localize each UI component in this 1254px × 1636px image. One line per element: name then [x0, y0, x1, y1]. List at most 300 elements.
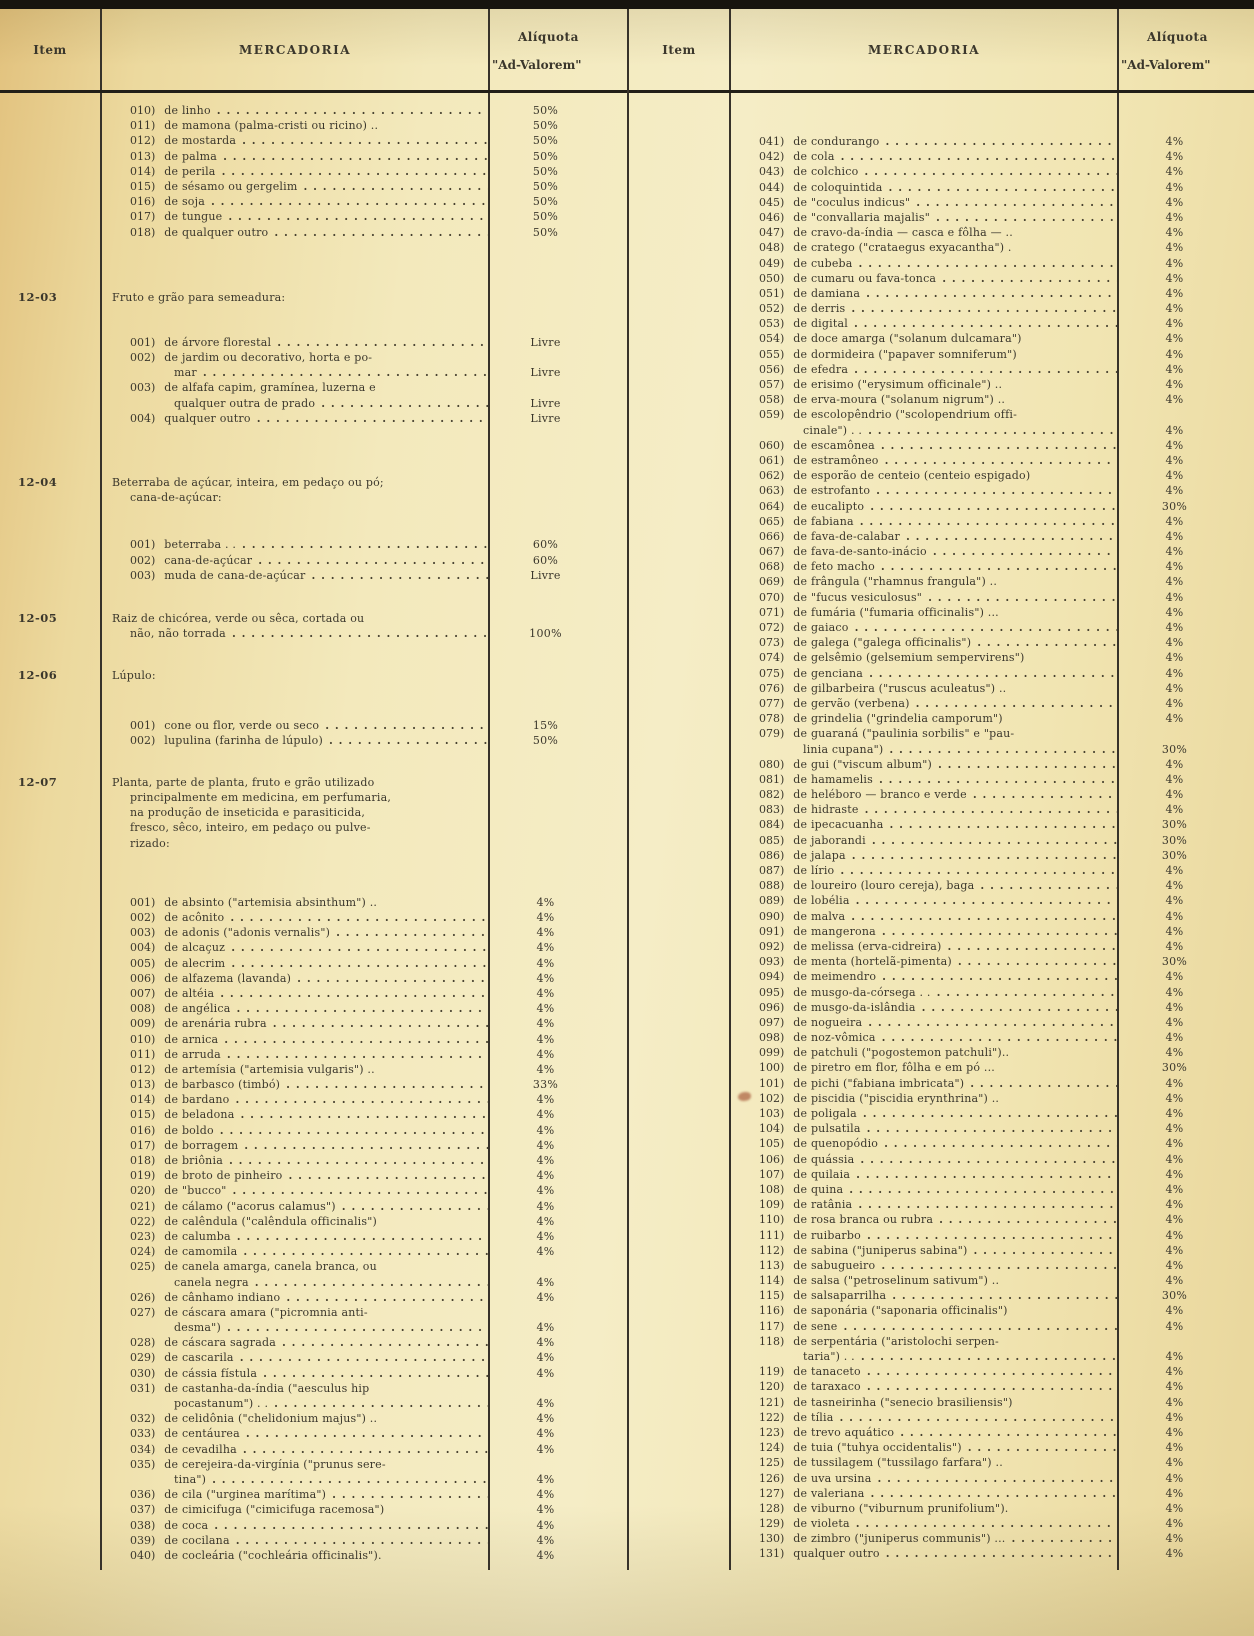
dot-leader: [233, 1183, 488, 1198]
table-row: [0, 1305, 627, 1320]
table-row: [629, 438, 1254, 453]
mercadoria-cell: [729, 650, 1119, 665]
table-row: [629, 1334, 1254, 1349]
dot-leader: [882, 969, 1117, 984]
aliquota-cell: 4%: [1165, 423, 1184, 437]
aliquota-cell: 4%: [1165, 939, 1184, 953]
table-row: [629, 1364, 1254, 1379]
entry-code: 129): [759, 1517, 785, 1531]
entry-text: linia cupana"): [803, 742, 884, 756]
dot-leader: [303, 179, 488, 194]
aliquota-cell: [490, 790, 627, 805]
entry-text: pocastanum") . .: [174, 1397, 269, 1410]
table-row: [0, 1320, 627, 1335]
item-code-cell: [629, 1486, 729, 1501]
entry-text: de cocleária ("cochleária officinalis").: [164, 1548, 382, 1562]
item-code-cell: [0, 350, 100, 365]
dot-leader: [885, 453, 1117, 468]
item-code-cell: [629, 256, 729, 271]
entry-code: 102): [759, 1091, 785, 1105]
item-code-cell: [0, 365, 100, 380]
mercadoria-cell: [729, 635, 1119, 650]
item-code-cell: [629, 301, 729, 316]
entry-text: de jardim ou decorativo, horta e po-: [164, 351, 373, 365]
entry-text: de jalapa: [793, 848, 846, 862]
entry-code: 003): [130, 926, 156, 940]
item-code-cell: [0, 225, 100, 240]
aliquota-cell: 4%: [536, 1290, 555, 1304]
dot-leader: [222, 164, 488, 179]
table-row: [629, 590, 1254, 605]
item-code-cell: [0, 1290, 100, 1305]
table-row: [629, 1395, 1254, 1410]
table-row: [0, 365, 627, 380]
item-code-cell: [0, 103, 100, 118]
table-row: [0, 895, 627, 910]
item-code-cell: [0, 1381, 100, 1396]
entry-code: 081): [759, 772, 785, 786]
entry-code: 029): [130, 1351, 156, 1365]
aliquota-cell: 4%: [1165, 666, 1184, 680]
aliquota-cell: 4%: [536, 986, 555, 1000]
item-code-cell: [0, 805, 100, 820]
table-row: [0, 956, 627, 971]
entry-code: 101): [759, 1076, 785, 1090]
entry-code: 088): [759, 879, 785, 893]
dot-leader: [869, 666, 1117, 681]
entry-text: de fumária ("fumaria officinalis") ...: [793, 605, 999, 619]
entry-text: de noz-vômica: [793, 1031, 876, 1045]
item-code-cell: [0, 1168, 100, 1183]
entry-code: 087): [759, 864, 785, 877]
item-code-cell: [629, 134, 729, 149]
aliquota-cell: 4%: [1165, 1365, 1184, 1379]
dot-leader: [881, 1258, 1117, 1273]
dot-leader: [889, 180, 1117, 195]
mercadoria-cell: [729, 742, 1119, 757]
item-code-cell: [0, 1092, 100, 1107]
entry-text: de mamona (palma-cristi ou ricino) ..: [164, 119, 379, 133]
dot-leader: [242, 537, 488, 552]
item-code-cell: [629, 1091, 729, 1106]
entry-code: 054): [759, 332, 785, 346]
mercadoria-cell: [729, 666, 1119, 681]
aliquota-cell: 4%: [1165, 772, 1184, 786]
item-code-cell: [0, 1487, 100, 1502]
entry-text: de gaiaco: [793, 621, 849, 634]
entry-code: 030): [130, 1366, 156, 1380]
aliquota-cell: 4%: [1165, 864, 1184, 877]
mercadoria-cell: [729, 271, 1119, 286]
entry-code: 022): [130, 1214, 156, 1228]
entry-text: cana-de-açúcar: [164, 553, 253, 567]
dot-leader: [856, 893, 1117, 908]
dot-leader: [240, 1350, 488, 1365]
table-row: [0, 553, 627, 568]
mercadoria-cell: [729, 377, 1119, 392]
header-aliquota-line2: "Ad-Valorem": [492, 57, 582, 72]
entry-code: 110): [759, 1213, 785, 1227]
table-row: [629, 240, 1254, 255]
dot-leader: [855, 620, 1117, 635]
dot-leader: [839, 1410, 1117, 1425]
page-top-edge: [0, 0, 1254, 9]
item-code-cell: [0, 380, 100, 395]
item-code-cell: [0, 940, 100, 955]
entry-code: 111): [759, 1228, 785, 1242]
aliquota-cell: 4%: [1165, 1441, 1184, 1455]
entry-code: 008): [130, 1002, 156, 1016]
item-code-cell: [629, 407, 729, 422]
dot-leader: [861, 1349, 1117, 1364]
entry-code: 031): [130, 1381, 156, 1395]
item-code-cell: [629, 939, 729, 954]
dot-leader: [242, 133, 488, 148]
entry-text: de guaraná ("paulinia sorbilis" e "pau-: [793, 727, 1015, 741]
entry-code: 074): [759, 651, 785, 665]
entry-text: de malva: [793, 909, 846, 923]
dot-leader: [900, 1425, 1117, 1440]
mercadoria-cell: [100, 1487, 490, 1502]
dot-leader: [863, 1106, 1117, 1121]
entry-text: de cáscara amara ("picromnia anti-: [164, 1305, 368, 1319]
entry-text: de "bucco": [164, 1184, 227, 1198]
mercadoria-cell: [729, 1121, 1119, 1136]
item-code-cell: [0, 895, 100, 910]
entry-text: de estrofanto: [793, 484, 871, 498]
table-row: [0, 1001, 627, 1016]
entry-code: 071): [759, 605, 785, 619]
entry-text: de grindelia ("grindelia camporum"): [793, 712, 1003, 726]
entry-text: de barbasco (timbó): [164, 1078, 281, 1092]
table-row: [0, 380, 627, 395]
entry-code: 001): [130, 718, 156, 732]
aliquota-cell: 4%: [1165, 970, 1184, 984]
entry-code: 035): [130, 1457, 156, 1471]
dot-leader: [867, 1121, 1117, 1136]
dot-leader: [841, 149, 1117, 164]
table-row: [0, 1107, 627, 1122]
table-row: [0, 1214, 627, 1229]
entry-code: 075): [759, 666, 785, 680]
dot-leader: [229, 1153, 488, 1168]
table-row: [629, 985, 1254, 1000]
table-row: [0, 1290, 627, 1305]
entry-text: de melissa (erva-cidreira): [793, 939, 942, 953]
aliquota-cell: [490, 668, 627, 683]
entry-code: 122): [759, 1410, 785, 1424]
entry-code: 092): [759, 939, 785, 953]
aliquota-cell: 4%: [1165, 1547, 1184, 1561]
entry-text: de quenopódio: [793, 1137, 879, 1151]
entry-text: de menta (hortelã-pimenta): [793, 955, 952, 969]
entry-text: de soja: [164, 195, 205, 209]
aliquota-cell: [490, 805, 627, 820]
item-code-cell: [0, 1442, 100, 1457]
table-row: [629, 635, 1254, 650]
dot-leader: [844, 1319, 1118, 1334]
entry-text: de beladona: [164, 1108, 235, 1122]
entry-text: de dormideira ("papaver somniferum"): [793, 347, 1017, 361]
entry-code: 024): [130, 1245, 156, 1259]
item-code-cell: [629, 833, 729, 848]
table-row: [0, 179, 627, 194]
entry-code: 056): [759, 362, 785, 376]
dot-leader: [286, 1077, 488, 1092]
aliquota-cell: 4%: [1165, 256, 1184, 270]
entry-code: 015): [130, 179, 156, 193]
entry-code: 017): [130, 210, 156, 224]
aliquota-cell: [490, 611, 627, 626]
aliquota-cell: 50%: [532, 733, 559, 747]
table-row: [0, 718, 627, 733]
item-code-cell: [629, 1136, 729, 1151]
dot-leader: [854, 362, 1117, 377]
mercadoria-cell: [729, 149, 1119, 164]
entry-text: Lúpulo:: [112, 669, 156, 683]
entry-code: 042): [759, 150, 785, 164]
entry-text: fresco, sêco, inteiro, em pedaço ou pulve-: [130, 821, 371, 835]
aliquota-cell: 4%: [536, 1412, 555, 1426]
entry-text: de pichi ("fabiana imbricata"): [793, 1076, 965, 1090]
table-row: [629, 377, 1254, 392]
mercadoria-cell: [100, 940, 490, 955]
aliquota-cell: 4%: [1165, 453, 1184, 467]
entry-text: de canela amarga, canela branca, ou: [164, 1260, 377, 1274]
table-row: [629, 1273, 1254, 1288]
entry-text: de viburno ("viburnum prunifolium").: [793, 1501, 1009, 1515]
header-aliquota-line2: "Ad-Valorem": [1121, 57, 1211, 72]
entry-code: 028): [130, 1336, 156, 1350]
table-row: [629, 468, 1254, 483]
tariff-section: [0, 103, 627, 240]
aliquota-cell: Livre: [530, 568, 561, 582]
dot-leader: [866, 286, 1117, 301]
aliquota-cell: 30%: [1161, 848, 1188, 862]
dot-leader: [939, 1212, 1117, 1227]
entry-code: 034): [130, 1442, 156, 1456]
entry-text: de cáscara sagrada: [164, 1336, 277, 1350]
table-row: [629, 574, 1254, 589]
entry-code: 094): [759, 970, 785, 984]
entry-code: 084): [759, 818, 785, 832]
mercadoria-cell: [100, 335, 490, 350]
entry-text: de alecrim: [164, 956, 226, 970]
item-code-cell: [629, 1076, 729, 1091]
item-code-cell: [629, 969, 729, 984]
item-code-cell: [629, 620, 729, 635]
table-row: [0, 1502, 627, 1517]
aliquota-cell: 4%: [1165, 803, 1184, 817]
aliquota-cell: 4%: [1165, 1213, 1184, 1227]
item-code-cell: [0, 1153, 100, 1168]
item-code-cell: [0, 1305, 100, 1320]
table-row: [0, 1275, 627, 1290]
entry-code: 099): [759, 1046, 785, 1060]
mercadoria-cell: [100, 836, 490, 851]
entry-text: de heléboro — branco e verde: [793, 788, 967, 802]
item-code-cell: [629, 149, 729, 164]
entry-text: de galega ("galega officinalis"): [793, 636, 972, 650]
table-row: [0, 1183, 627, 1198]
mercadoria-cell: [100, 133, 490, 148]
mercadoria-cell: [100, 1168, 490, 1183]
mercadoria-cell: [100, 733, 490, 748]
table-row: [629, 1501, 1254, 1516]
item-code-cell: [629, 559, 729, 574]
section-entries: [0, 103, 627, 240]
mercadoria-cell: [729, 180, 1119, 195]
entry-text: de musgo-da-córsega . .: [793, 985, 931, 999]
entry-code: 027): [130, 1305, 156, 1319]
dot-leader: [258, 553, 488, 568]
entry-code: 021): [130, 1199, 156, 1213]
table-row: [0, 1123, 627, 1138]
aliquota-cell: [490, 1305, 627, 1320]
table-row: [0, 209, 627, 224]
table-row: [0, 1457, 627, 1472]
section-entries: [0, 718, 627, 748]
item-code-cell: [629, 1349, 729, 1364]
table-row: [0, 971, 627, 986]
entry-text: de jaborandi: [793, 833, 866, 847]
item-code-cell: [0, 1502, 100, 1517]
entry-code: 106): [759, 1152, 785, 1166]
mercadoria-cell: [729, 1303, 1119, 1318]
dot-leader: [849, 1182, 1117, 1197]
table-row: [0, 940, 627, 955]
mercadoria-cell: [729, 909, 1119, 924]
item-code-cell: [0, 718, 100, 733]
mercadoria-cell: [729, 164, 1119, 179]
aliquota-cell: 4%: [1165, 879, 1184, 893]
aliquota-cell: 4%: [1165, 1258, 1184, 1272]
header-aliquota: [1119, 9, 1254, 90]
table-row: [629, 301, 1254, 316]
dot-leader: [860, 1152, 1117, 1167]
item-code-cell: [0, 1518, 100, 1533]
table-row: [0, 790, 627, 805]
dot-leader: [297, 971, 488, 986]
item-code-cell: [629, 286, 729, 301]
mercadoria-cell: [100, 209, 490, 224]
aliquota-cell: 4%: [1165, 1015, 1184, 1029]
table-row: [629, 1106, 1254, 1121]
dot-leader: [231, 940, 488, 955]
entry-text: de cevadilha: [164, 1442, 237, 1456]
table-row: [629, 620, 1254, 635]
item-code-cell: [0, 1275, 100, 1290]
table-row: [0, 475, 627, 490]
dot-leader: [916, 696, 1117, 711]
mercadoria-cell: [100, 1016, 490, 1031]
mercadoria-cell: [729, 544, 1119, 559]
dot-leader: [257, 411, 488, 426]
table-row: [0, 611, 627, 626]
entry-code: 091): [759, 924, 785, 938]
aliquota-cell: [490, 1259, 627, 1274]
item-code-cell: [0, 1001, 100, 1016]
entry-code: 095): [759, 985, 785, 999]
item-code-cell: [629, 1319, 729, 1334]
mercadoria-cell: [100, 1518, 490, 1533]
entry-text: de tília: [793, 1410, 834, 1424]
item-code-cell: [629, 772, 729, 787]
item-code-cell: [0, 1472, 100, 1487]
aliquota-cell: 4%: [1165, 651, 1184, 665]
table-row: [629, 210, 1254, 225]
entry-text: de qualquer outro: [164, 225, 269, 239]
entry-text: de acônito: [164, 911, 225, 924]
item-code-cell: [629, 1015, 729, 1030]
mercadoria-cell: [729, 590, 1119, 605]
entry-code: 130): [759, 1532, 785, 1546]
header-item: Item: [33, 42, 67, 57]
table-row: [629, 1228, 1254, 1243]
entry-text: de salsa ("petroselinum sativum") ..: [793, 1274, 1000, 1288]
dot-leader: [922, 1000, 1117, 1015]
entry-text: Beterraba de açúcar, inteira, em pedaço ou pó;: [112, 476, 384, 489]
item-code-cell: [629, 924, 729, 939]
item-code-cell: [0, 1183, 100, 1198]
entry-text: de serpentária ("aristolochi serpen-: [793, 1334, 999, 1348]
header-mercadoria: MERCADORIA: [238, 42, 352, 57]
aliquota-cell: 4%: [1165, 894, 1184, 908]
entry-code: 037): [130, 1503, 156, 1517]
entry-text: de "coculus indicus": [793, 195, 911, 209]
entry-text: canela negra: [174, 1275, 249, 1289]
aliquota-cell: 4%: [1165, 1243, 1184, 1257]
aliquota-cell: 4%: [536, 1366, 555, 1380]
entry-code: 079): [759, 727, 785, 741]
entry-code: 089): [759, 894, 785, 908]
mercadoria-cell: [729, 969, 1119, 984]
table-row: [0, 103, 627, 118]
entry-text: principalmente em medicina, em perfumaria,: [130, 791, 392, 805]
mercadoria-cell: [729, 1060, 1119, 1075]
table-row: [629, 863, 1254, 878]
aliquota-cell: 4%: [1165, 1456, 1184, 1470]
item-code-cell: [629, 392, 729, 407]
item-code-cell: [0, 1533, 100, 1548]
aliquota-cell: 4%: [536, 1548, 555, 1562]
item-code-cell: [629, 1364, 729, 1379]
mercadoria-cell: [729, 1197, 1119, 1212]
entry-code: 109): [759, 1198, 785, 1212]
aliquota-cell: 4%: [1165, 1471, 1184, 1485]
entry-text: de ipecacuanha: [793, 818, 884, 832]
entry-text: de cila ("urginea marítima"): [164, 1488, 327, 1502]
item-code-cell: [0, 133, 100, 148]
aliquota-cell: 4%: [1165, 165, 1184, 179]
entry-text: de cimicifuga ("cimicifuga racemosa"): [164, 1503, 385, 1517]
entry-code: 038): [130, 1518, 156, 1532]
item-code-cell: [629, 210, 729, 225]
entry-text: de borragem: [164, 1138, 239, 1152]
dot-leader: [231, 956, 488, 971]
table-row: [0, 1259, 627, 1274]
item-code-cell: [0, 971, 100, 986]
mercadoria-cell: [729, 817, 1119, 832]
entry-text: de bardano: [164, 1093, 230, 1107]
entry-text: de sabina ("juniperus sabina"): [793, 1243, 968, 1257]
entry-code: 013): [130, 149, 156, 163]
item-code-cell: [0, 1244, 100, 1259]
item-code-cell: [629, 1501, 729, 1516]
entry-text: cinale") . .: [803, 423, 863, 437]
item-code-cell: [629, 711, 729, 726]
item-code-cell: [0, 1320, 100, 1335]
